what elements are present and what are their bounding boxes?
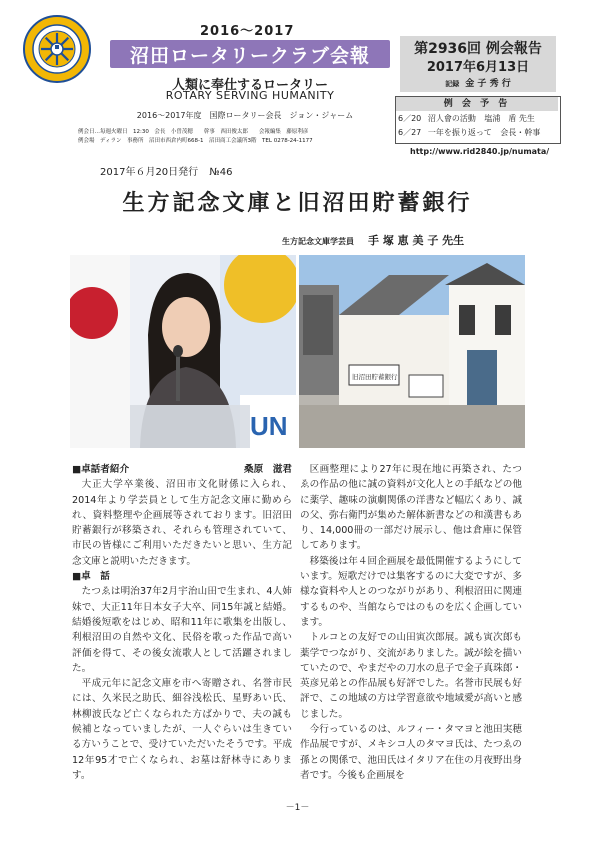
- schedule-date: 6／20: [398, 114, 422, 123]
- theme-english: ROTARY SERVING HUMANITY: [165, 89, 335, 102]
- article-title: 生方記念文庫と旧沼田貯蓄銀行: [122, 190, 473, 216]
- bank-building-photo: [299, 255, 525, 448]
- body-paragraph: たつゑは明治37年2月宇治山田で生まれ、4人姉妹で、大正11年日本女子大卒、同15年誠と結婚。結婚後短歌をはじめ、昭和11年に歌集を出版し、利根沼田の自然や文化、民俗を歌った作品で高い評価を得て、その後女流歌人として活躍されました。: [72, 586, 292, 674]
- theme-japanese: 人類に奉仕するロータリー: [171, 78, 328, 93]
- speaker-name: 手 塚 恵 美 子 先生: [368, 234, 465, 247]
- speaker-photo: [70, 255, 296, 448]
- issue-date: 2017年６月20日発行: [100, 167, 199, 178]
- body-paragraph: 区画整理により27年に現在地に再築され、たつゑの作品の他に誠の資料が文化人との手紙などの他に薬学、趣味の演劇関係の洋書など幅広くあり、誠の父、弥右衛門が集めた解体新書などの和漢書もあり、14,000冊の一部だけ展示し、他は倉庫に保管してあります。: [300, 464, 522, 552]
- body-paragraph: 移築後は年４回企画展を最低開催するようにしています。短歌だけでは集客するのに大変ですが、多様な資料や人とのつながりがあり、利根沼田に関連するものや、当館ならではのものを広く企画しています。: [300, 555, 522, 628]
- article-left-column: [72, 462, 292, 783]
- club-name: 沼田ロータリークラブ会報: [129, 45, 370, 67]
- meeting-line-2: 例会場 ディラン 事務所 沼田市西倉内町668-1 沼田商工会議所3階 TEL 0278-24-1177: [78, 138, 313, 144]
- meeting-info: [78, 128, 313, 146]
- schedule-item: [398, 127, 558, 138]
- speaker-role: 生方記念文庫学芸員: [282, 237, 354, 246]
- issue-line: [100, 163, 233, 178]
- schedule-topic: 一年を振り返って: [427, 128, 492, 137]
- club-url[interactable]: http://www.rid2840.jp/numata/: [410, 147, 550, 156]
- schedule-heading: 例 会 予 告: [396, 97, 558, 111]
- recorder: [400, 76, 556, 89]
- recorder-label: 記録: [445, 80, 460, 88]
- president-line: 2016～2017年度 国際ロータリー会長 ジョン・ジャーム: [136, 111, 354, 120]
- report-date: 2017年6月13日: [426, 60, 530, 75]
- intro-heading: [72, 462, 292, 477]
- recorder-name: 金 子 秀 行: [465, 79, 511, 89]
- introducer-name: 桑原 滋君: [244, 464, 292, 475]
- body-paragraph: 今行っているのは、ルフィー・タマヨと池田実穂作品展ですが、メキシコ人のタマヨ氏は、たつゑの孫との関係で、池田氏はイタリア在住の月夜野出身者です。今後も企画展を: [300, 724, 522, 781]
- rotary-wheel-logo: [22, 14, 92, 84]
- schedule-speaker: 塩浦 盾 先生: [484, 114, 535, 123]
- schedule-topic: 沼人會の活動: [427, 114, 476, 123]
- intro-label: ■卓話者紹介: [72, 464, 130, 475]
- podium-banner-text: UN: [250, 411, 288, 441]
- report-title: 第2936回 例会報告: [414, 41, 542, 57]
- meeting-line-1: 例会日…毎週火曜日 12:30 会長 小曽茂穂 幹事 西田俊太郎 会報編集 藤原利彦: [78, 129, 309, 135]
- bank-sign-text: 旧沼田貯蓄銀行: [352, 373, 398, 381]
- schedule-date: 6／27: [398, 128, 422, 137]
- body-paragraph: 平成元年に記念文庫を市へ寄贈され、名誉市民には、久米民之助氏、細谷浅松氏、星野あい氏、林柳波氏など亡くなられた方ばかりで、夫の誠も候補となっていましたが、一人ぐらいは生きている方いうことで、受けていただいたそうです。平成12年95才で亡くなられ、お墓は舒林寺にあります。: [72, 678, 292, 781]
- body-paragraph: トルコとの友好での山田寅次郎展。誠も寅次郎も薬学でつながり、交流がありました。誠が絵を描いていたので、やまだやの刀水の息子で金子真珠郎・英彦兄弟との作品展も好評でした。名誉市民展も好評で、この地域の方は学習意欲や地域愛が高いと感じました。: [300, 632, 522, 720]
- talk-heading: ■卓 話: [72, 571, 110, 583]
- page-number: －1－: [285, 803, 310, 813]
- issue-number: №46: [209, 167, 233, 178]
- article-right-column: [300, 462, 522, 783]
- intro-paragraph: 大正大学卒業後、沼田市文化財係に入られ、2014年より学芸員として生方記念文庫に勤められ、資料整理や企画展等されております。旧沼田貯蓄銀行が移築され、それらも管理されていて、市民の皆様にご利用いただきたいと思い、生方記念文庫と説明いただきます。: [72, 479, 292, 567]
- speaker-line: [282, 232, 464, 248]
- schedule-speaker: 会長・幹事: [500, 128, 541, 137]
- fiscal-years: 2016～2017: [200, 24, 295, 39]
- schedule-item: [398, 113, 558, 124]
